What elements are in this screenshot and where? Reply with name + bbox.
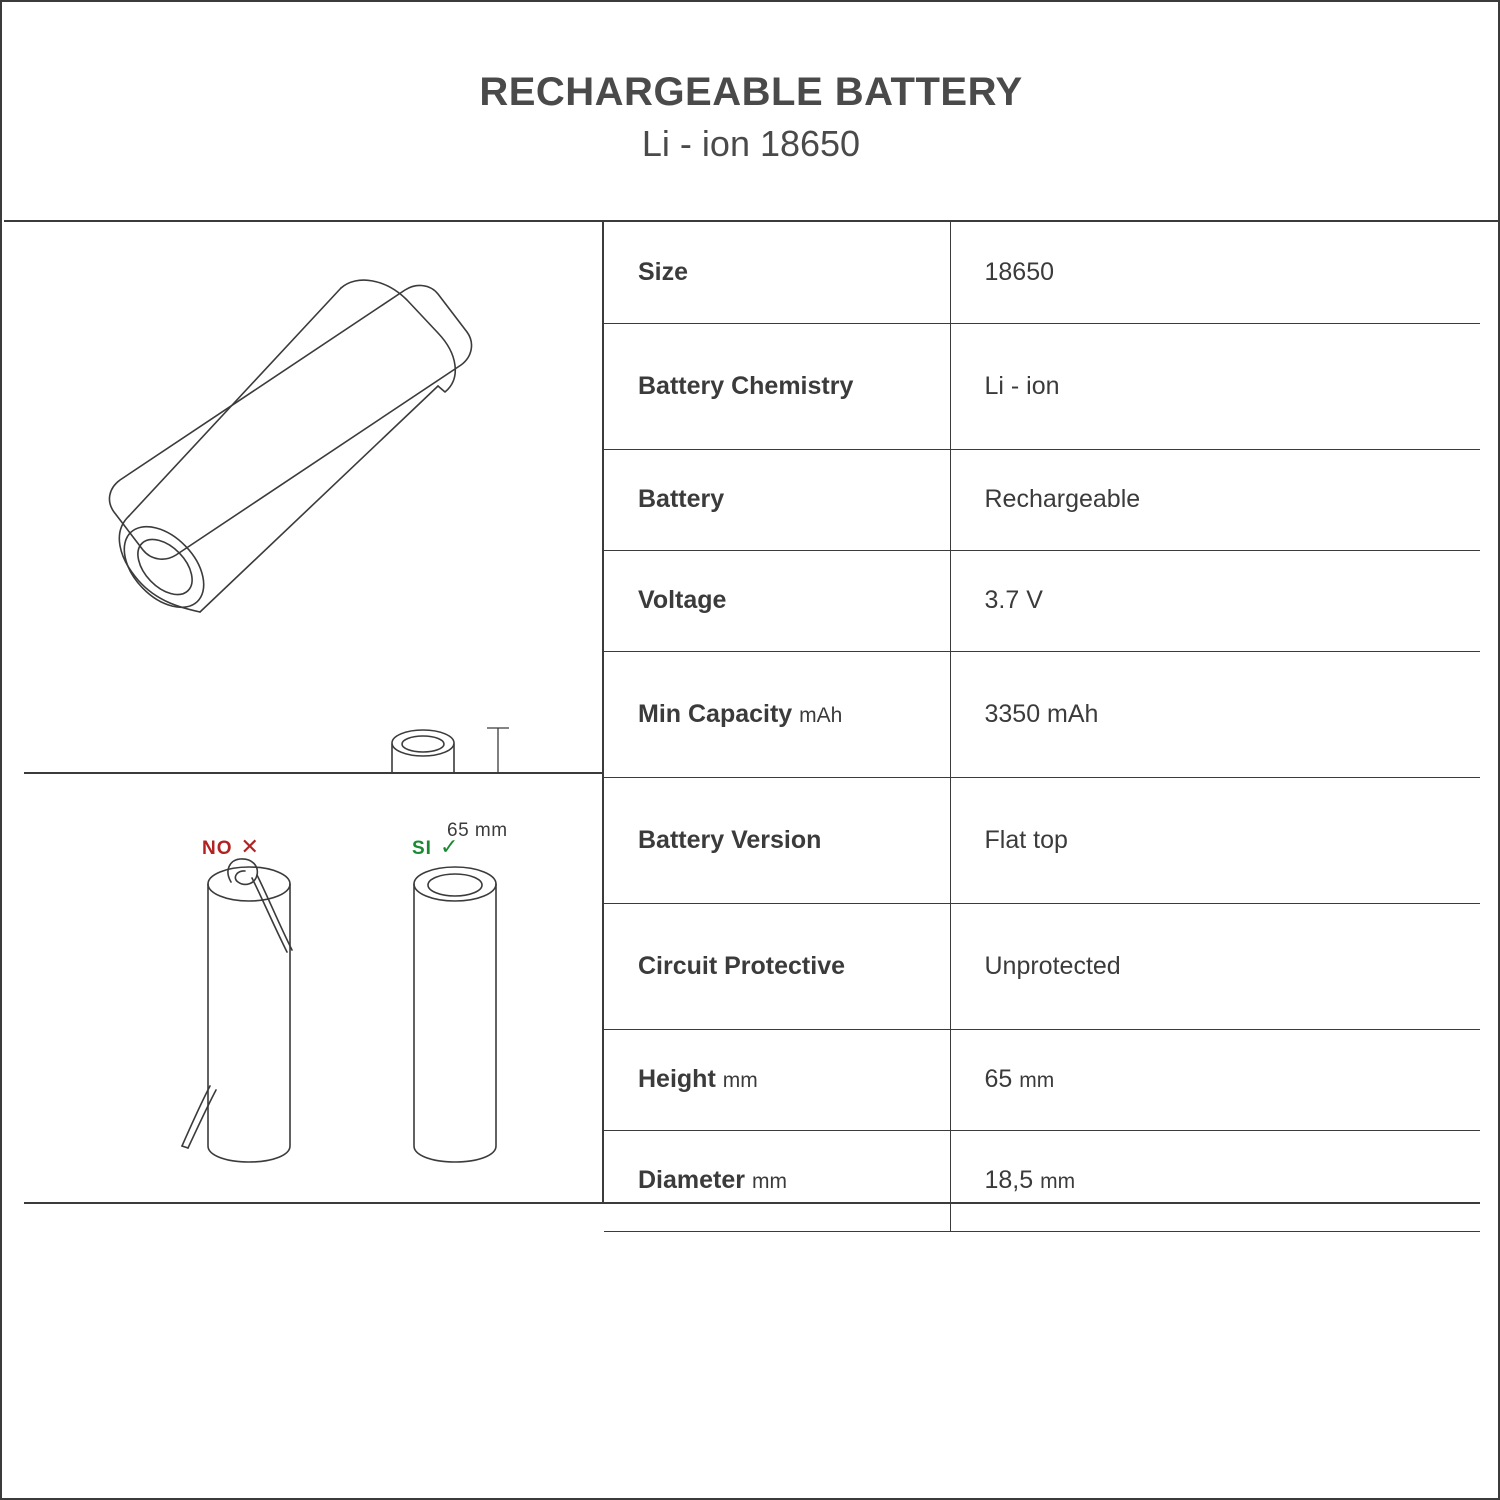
- spec-value-text: Flat top: [984, 825, 1068, 854]
- battery-cell-large: [135, 446, 464, 649]
- bottom-divider: [24, 1202, 1480, 1204]
- spec-key: [604, 651, 950, 777]
- no-text: NO: [202, 838, 233, 859]
- specifications-table: [604, 222, 1480, 1232]
- spec-value: [950, 550, 1480, 651]
- spec-key: [604, 1130, 950, 1231]
- no-label: [202, 834, 260, 860]
- table-row: [604, 550, 1480, 651]
- spec-value-text: 3350 mAh: [984, 699, 1099, 728]
- table-row: [604, 222, 1480, 323]
- spec-key-text: Height: [638, 1065, 716, 1093]
- si-label: [412, 834, 459, 860]
- spec-key: [604, 550, 950, 651]
- header: [4, 4, 1498, 222]
- si-text: SI: [412, 838, 432, 859]
- spec-value: [950, 323, 1480, 449]
- spec-key: [604, 903, 950, 1029]
- battery-with-tabs-bad: [182, 859, 292, 1162]
- spec-key-text: Diameter: [638, 1166, 745, 1194]
- spec-value-text: Unprotected: [984, 951, 1121, 980]
- spec-key-unit: mm: [722, 1069, 758, 1092]
- battery-big-diagonal: [113, 282, 464, 628]
- spec-key-unit: mm: [751, 1170, 787, 1193]
- dimension-line-height: [487, 728, 509, 774]
- spec-value: [950, 1130, 1480, 1231]
- spec-value: [950, 1029, 1480, 1130]
- spec-key-text: Battery Version: [638, 825, 822, 854]
- table-row: [604, 777, 1480, 903]
- table-row: [604, 651, 1480, 777]
- battery-flat-top-good: [414, 867, 496, 1162]
- cross-icon: ✕: [240, 834, 260, 859]
- spec-value-text: 65: [984, 1065, 1013, 1093]
- battery-illustration-panel: [24, 222, 604, 841]
- spec-key-text: Battery Chemistry: [638, 371, 854, 400]
- spec-value-text: Li - ion: [984, 371, 1060, 400]
- spec-value-text: 18,5: [984, 1166, 1034, 1194]
- battery-vertical-cell: [392, 730, 454, 774]
- spec-value-text: Rechargeable: [984, 485, 1141, 513]
- spec-value: [950, 903, 1480, 1029]
- spec-value: [950, 651, 1480, 777]
- table-row: [604, 1130, 1480, 1231]
- spec-key: [604, 222, 950, 323]
- spec-key: [604, 323, 950, 449]
- table-row: [604, 323, 1480, 449]
- spec-key-unit: mAh: [799, 703, 843, 727]
- spec-value-text: 18650: [984, 257, 1055, 286]
- spec-value: [950, 222, 1480, 323]
- spec-key: [604, 1029, 950, 1130]
- comparison-drawings: [24, 774, 604, 1202]
- page-subtitle: Li - ion 18650: [641, 122, 861, 164]
- page-title: RECHARGEABLE BATTERY: [479, 69, 1023, 114]
- spec-key: [604, 449, 950, 550]
- spec-key-text: Voltage: [638, 586, 727, 614]
- spec-key-text: Battery: [638, 485, 725, 513]
- spec-key: [604, 777, 950, 903]
- spec-value-unit: mm: [1040, 1170, 1076, 1193]
- battery-drawings: [24, 222, 604, 774]
- table-row: [604, 903, 1480, 1029]
- usage-comparison-panel: [24, 774, 604, 1202]
- spec-value: [950, 777, 1480, 903]
- spec-key-text: Min Capacity: [638, 699, 793, 728]
- table-row: [604, 449, 1480, 550]
- spec-key-text: Size: [638, 257, 689, 286]
- spec-value-unit: mm: [1019, 1069, 1055, 1092]
- table-row: [604, 1029, 1480, 1130]
- check-icon: ✓: [439, 834, 460, 859]
- battery-large-cylinder-main: [122, 286, 440, 622]
- height-dimension-label: 65 mm: [447, 820, 508, 841]
- spec-value: [950, 449, 1480, 550]
- spec-key-text: Circuit Protective: [638, 951, 846, 980]
- spec-value-text: 3.7 V: [984, 586, 1043, 614]
